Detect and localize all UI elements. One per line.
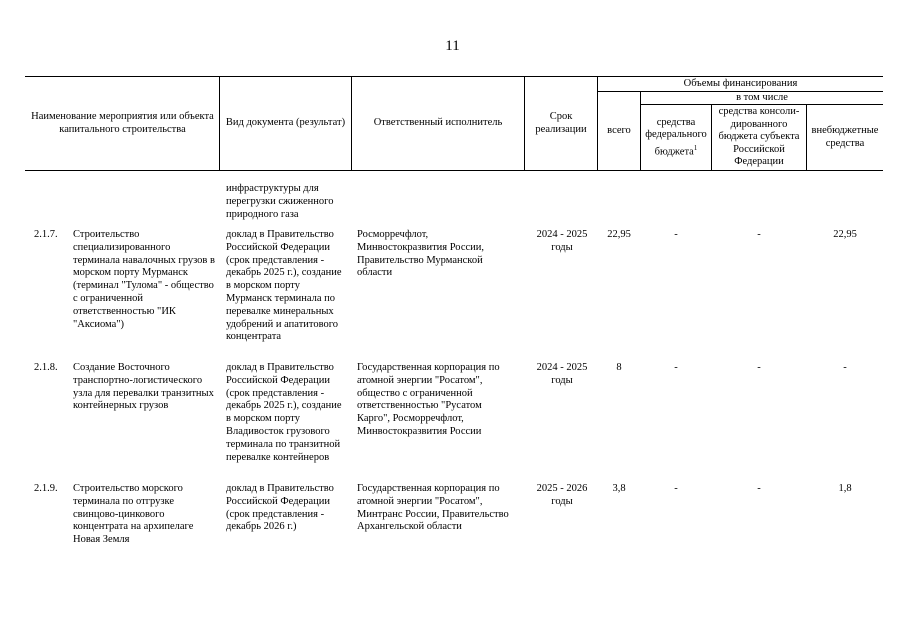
row-doc: доклад в Правительство Российской Федерации (срок представления - декабрь 2025 г.), создание в морском порту Мурманск терминала по перевалке минеральных удобрений и апатитового концентрата xyxy=(226,229,342,343)
row-number: 2.1.8. xyxy=(34,362,58,373)
row-extra: - xyxy=(843,362,847,373)
header-bottom-border xyxy=(25,170,883,171)
header-executor: Ответственный исполнитель xyxy=(373,117,503,129)
row-federal: - xyxy=(674,229,678,240)
continuation-doc-text: инфраструктуры для перегрузки сжиженного природного газа xyxy=(226,183,334,220)
header-federal xyxy=(641,105,711,170)
row-total: 8 xyxy=(616,362,622,373)
header-federal-footnote: 1 xyxy=(693,143,698,152)
row-regional: - xyxy=(757,483,761,494)
row-name: Строительство специализированного терминала навалочных грузов в морском порту Мурманск (терминал "Тулома" - общество с ограниченной ответственностью "ИК "Аксиома") xyxy=(73,229,215,330)
header-including: в том числе xyxy=(736,91,788,103)
row-executor: Росморречфлот, Минвостокразвития России, Правительство Мурманской области xyxy=(357,229,485,279)
row-name: Создание Восточного транспортно-логистического узла для перевалки транзитных контейнерных грузов xyxy=(73,362,214,412)
page-number: 11 xyxy=(445,38,460,54)
header-regional: средства консоли-дированного бюджета субъекта Российской Федерации xyxy=(718,106,800,168)
row-total: 22,95 xyxy=(607,229,631,240)
row-federal: - xyxy=(674,362,678,373)
header-period: Срок реализации xyxy=(535,111,587,135)
header-funding: Объемы финансирования xyxy=(683,77,798,89)
header-extra: внебюджетные средства xyxy=(811,125,879,149)
header-name: Наименование мероприятия или объекта капитального строительства xyxy=(31,111,214,135)
header-doc-type: Вид документа (результат) xyxy=(225,117,346,129)
col-divider xyxy=(524,76,525,170)
row-name: Строительство морского терминала по отгрузке свинцово-цинкового концентрата на архипелаге Новая Земля xyxy=(73,483,194,546)
row-regional: - xyxy=(757,229,761,240)
header-federal-label: средства федерального бюджета xyxy=(645,116,707,157)
row-extra: 22,95 xyxy=(833,229,857,240)
header-total: всего xyxy=(607,124,631,136)
row-number: 2.1.7. xyxy=(34,229,58,240)
row-number: 2.1.9. xyxy=(34,483,58,494)
row-executor: Государственная корпорация по атомной энергии "Росатом", Минтранс России, Правительство Архангельской области xyxy=(357,483,509,533)
row-regional: - xyxy=(757,362,761,373)
row-period: 2024 - 2025 годы xyxy=(536,362,588,386)
row-extra: 1,8 xyxy=(838,483,852,494)
row-period: 2025 - 2026 годы xyxy=(536,483,588,507)
row-federal: - xyxy=(674,483,678,494)
row-total: 3,8 xyxy=(612,483,626,494)
row-doc: доклад в Правительство Российской Федерации (срок представления - декабрь 2025 г.), создание в морском порту Владивосток грузового терминала по транзитной перевалке контейнеров xyxy=(226,362,342,463)
row-executor: Государственная корпорация по атомной энергии "Росатом", общество с ограниченной ответственностью "Русатом Карго", Росморречфлот, Минвостокразвития России xyxy=(357,362,500,437)
row-period: 2024 - 2025 годы xyxy=(536,229,588,253)
row-doc: доклад в Правительство Российской Федерации (срок представления - декабрь 2026 г.) xyxy=(226,483,334,533)
